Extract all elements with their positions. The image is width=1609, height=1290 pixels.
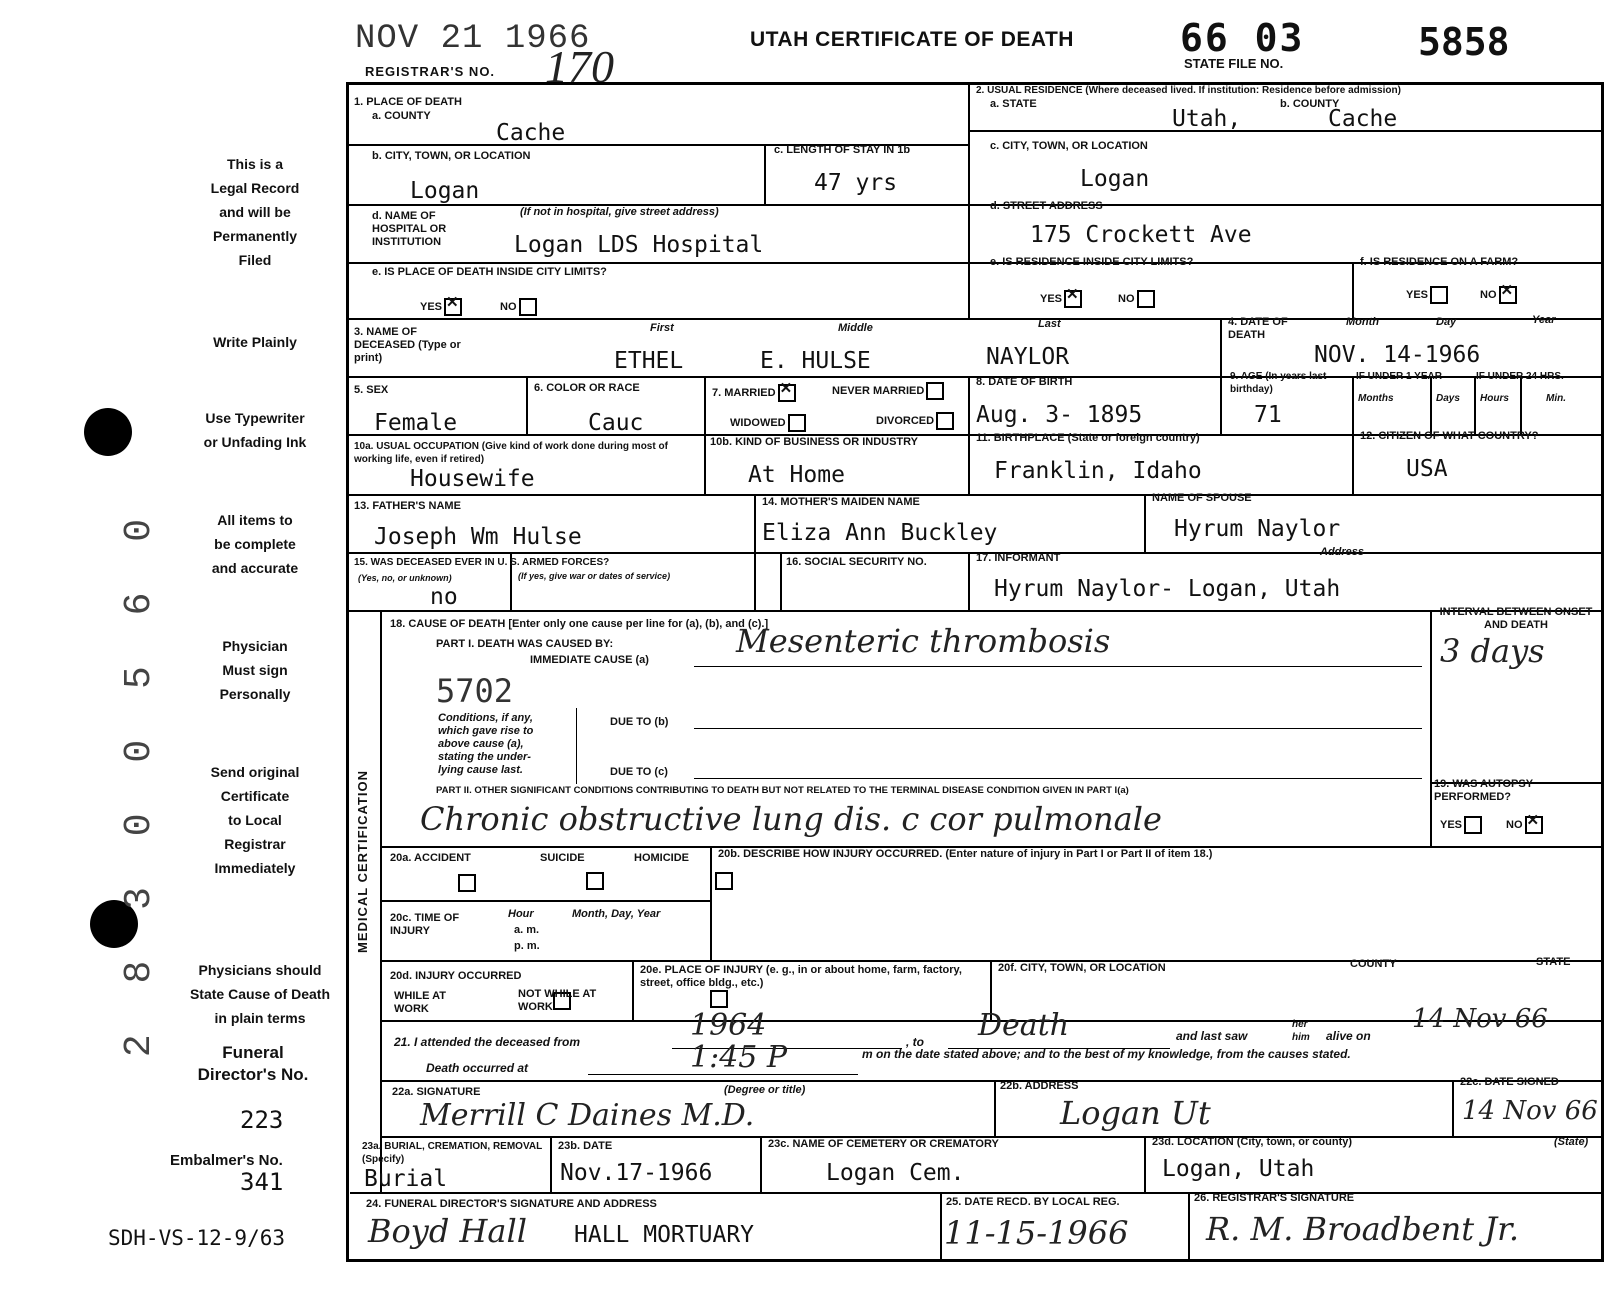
sex-value: Female xyxy=(374,410,458,436)
interval-label: INTERVAL BETWEEN ONSET AND DEATH xyxy=(1439,606,1593,631)
side-stamp-number: 2 8 3 0 0 5 6 0 xyxy=(118,505,161,1058)
medical-certification-label: MEDICAL CERTIFICATION xyxy=(355,770,370,954)
degree-label: (Degree or title) xyxy=(724,1084,806,1096)
middle-name-value: E. HULSE xyxy=(760,348,871,374)
date-recd-value: 11-15-1966 xyxy=(944,1214,1129,1252)
res-county-value: Cache xyxy=(1328,106,1398,132)
burial-date-value: Nov.17-1966 xyxy=(560,1160,713,1186)
burial-label: 23a. BURIAL, CREMATION, REMOVAL (Specify) xyxy=(362,1141,543,1165)
not-while-label: NOT WHILE AT WORK xyxy=(518,988,597,1013)
dob-value: Aug. 3- 1895 xyxy=(976,402,1143,428)
alive-on-value: 14 Nov 66 xyxy=(1412,1004,1548,1034)
hospital-value: Logan LDS Hospital xyxy=(514,232,764,258)
pm-label: p. m. xyxy=(514,940,540,952)
middle-label: Middle xyxy=(838,322,873,334)
date-death-label: 4. DATE OF DEATH xyxy=(1228,316,1288,341)
armed-label: 15. WAS DECEASED EVER IN U. S. ARMED FORCES? xyxy=(354,557,610,568)
informant-address-label: Address xyxy=(1320,546,1365,558)
length-stay-value: 47 yrs xyxy=(814,170,898,196)
first-name-value: ETHEL xyxy=(614,348,684,374)
signature-label: 22a. SIGNATURE xyxy=(392,1086,481,1098)
inside-limits-no[interactable]: NO xyxy=(500,298,537,316)
punch-hole-top xyxy=(84,408,132,456)
business-label: 10b. KIND OF BUSINESS OR INDUSTRY xyxy=(710,436,919,448)
burial-date-label: 23b. DATE xyxy=(558,1140,613,1152)
armed-note-2: (If yes, give war or dates of service) xyxy=(518,571,671,581)
res-inside-yes[interactable]: YES✕ xyxy=(1040,290,1082,308)
mdy-label: Month, Day, Year xyxy=(572,908,661,920)
city-value: Logan xyxy=(410,178,480,204)
never-married-option[interactable]: NEVER MARRIED xyxy=(832,382,944,400)
side-note-send: Send original Certificate to Local Registrar Immediately xyxy=(210,764,300,876)
res-inside-no[interactable]: NO xyxy=(1118,290,1155,308)
funeral-director-no: 223 xyxy=(240,1106,284,1134)
certificate-title: UTAH CERTIFICATE OF DEATH xyxy=(750,28,1074,51)
birthplace-label: 11. BIRTHPLACE (State or foreign country) xyxy=(976,432,1200,444)
funeral-signature: Boyd Hall xyxy=(368,1212,527,1250)
county-value: Cache xyxy=(496,120,566,146)
res-state-label: a. STATE xyxy=(990,98,1037,110)
res-city-value: Logan xyxy=(1080,166,1150,192)
side-note-cause: Physicians should State Cause of Death in plain terms xyxy=(189,962,331,1026)
injury-city-label: 20f. CITY, TOWN, OR LOCATION xyxy=(998,962,1166,974)
ssn-label: 16. SOCIAL SECURITY NO. xyxy=(786,556,927,568)
spouse-value: Hyrum Naylor xyxy=(1174,516,1341,542)
injury-county-label: COUNTY xyxy=(1350,958,1397,970)
autopsy-no[interactable]: NO✕ xyxy=(1506,816,1543,834)
due-to-b-label: DUE TO (b) xyxy=(610,716,669,728)
place-injury-label: 20e. PLACE OF INJURY (e. g., in or about home, farm, factory, street, office bldg., etc.) xyxy=(640,964,962,989)
days-label: Days xyxy=(1436,393,1460,404)
death-occurred-label: Death occurred at xyxy=(426,1061,529,1075)
due-to-c-label: DUE TO (c) xyxy=(610,766,668,778)
father-label: 13. FATHER'S NAME xyxy=(354,500,461,512)
min-label: Min. xyxy=(1546,393,1566,404)
immediate-cause-value: Mesenteric thrombosis xyxy=(736,622,1111,660)
widowed-option[interactable]: WIDOWED xyxy=(730,414,806,432)
location-state-label: (State) xyxy=(1554,1136,1589,1148)
side-note-physician: Physician Must sign Personally xyxy=(219,638,291,702)
accident-checkbox[interactable] xyxy=(458,874,476,892)
part2-value: Chronic obstructive lung dis. c cor pulmonale xyxy=(420,800,1162,838)
under-year-label: IF UNDER 1 YEAR xyxy=(1356,371,1442,382)
registrar-no-label: REGISTRAR'S NO. xyxy=(365,64,496,79)
date-signed-label: 22c. DATE SIGNED xyxy=(1460,1076,1559,1088)
conditions-label: Conditions, if any, which gave rise to above cause (a), stating the under- lying cause last. xyxy=(438,712,534,776)
last-label: Last xyxy=(1038,318,1061,330)
form-code: SDH-VS-12-9/63 xyxy=(108,1226,286,1250)
burial-value: Burial xyxy=(364,1166,448,1192)
armed-note-1: (Yes, no, or unknown) xyxy=(358,573,452,583)
suicide-label: SUICIDE xyxy=(540,852,585,864)
accident-label: 20a. ACCIDENT xyxy=(390,852,471,864)
cemetery-value: Logan Cem. xyxy=(826,1160,965,1186)
race-label: 6. COLOR OR RACE xyxy=(534,382,640,394)
suicide-checkbox[interactable] xyxy=(586,872,604,890)
side-note-typewriter: Use Typewriter or Unfading Ink xyxy=(203,410,307,450)
inside-limits-yes[interactable]: YES✕ xyxy=(420,298,462,316)
spouse-label: NAME OF SPOUSE xyxy=(1152,492,1252,504)
citizen-label: 12. CITIZEN OF WHAT COUNTRY? xyxy=(1360,430,1539,442)
time-injury-label: 20c. TIME OF INJURY xyxy=(390,912,460,937)
hours-label: Hours xyxy=(1480,393,1509,404)
location-value: Logan, Utah xyxy=(1162,1156,1315,1182)
occupation-value: Housewife xyxy=(410,466,535,492)
name-label: 3. NAME OF DECEASED (Type or print) xyxy=(354,326,461,364)
married-option[interactable]: 7. MARRIED✕ xyxy=(712,384,796,402)
cemetery-label: 23c. NAME OF CEMETERY OR CREMATORY xyxy=(768,1138,999,1150)
autopsy-yes[interactable]: YES xyxy=(1440,816,1482,834)
attended-to-value: Death xyxy=(978,1008,1070,1043)
age-value: 71 xyxy=(1254,402,1282,428)
date-signed-value: 14 Nov 66 xyxy=(1462,1096,1598,1126)
injury-occurred-label: 20d. INJURY OCCURRED xyxy=(390,970,522,982)
side-note-write: Write Plainly xyxy=(213,334,297,350)
autopsy-label: 19. WAS AUTOPSY PERFORMED? xyxy=(1434,778,1533,803)
month-label: Month xyxy=(1346,316,1379,328)
interval-value: 3 days xyxy=(1440,632,1545,670)
inside-limits-label: e. IS PLACE OF DEATH INSIDE CITY LIMITS? xyxy=(372,266,607,278)
part1-label: PART I. DEATH WAS CAUSED BY: xyxy=(436,638,614,650)
side-note-complete: All items to be complete and accurate xyxy=(211,512,299,576)
citizen-value: USA xyxy=(1406,456,1448,482)
res-street-value: 175 Crockett Ave xyxy=(1030,222,1252,248)
informant-value: Hyrum Naylor- Logan, Utah xyxy=(994,576,1341,602)
registrar-signature: R. M. Broadbent Jr. xyxy=(1206,1210,1520,1248)
describe-injury-label: 20b. DESCRIBE HOW INJURY OCCURRED. (Enter nature of injury in Part I or Part II of item 18.) xyxy=(718,848,1213,860)
state-file-label: STATE FILE NO. xyxy=(1184,56,1284,71)
mother-label: 14. MOTHER'S MAIDEN NAME xyxy=(762,496,920,508)
hour-label: Hour xyxy=(508,908,534,920)
part2-label: PART II. OTHER SIGNIFICANT CONDITIONS CONTRIBUTING TO DEATH BUT NOT RELATED TO THE TERMINAL DISEASE CONDITION GIVEN IN PART I(a) xyxy=(436,785,1129,796)
state-file-no-2: 5858 xyxy=(1418,20,1510,64)
occupation-label: 10a. USUAL OCCUPATION (Give kind of work done during most of working life, even if retired) xyxy=(354,441,668,465)
embalmer-no: 341 xyxy=(240,1168,284,1196)
received-date-stamp: NOV 21 1966 xyxy=(355,20,591,58)
am-label: a. m. xyxy=(514,924,540,936)
city-label: b. CITY, TOWN, OR LOCATION xyxy=(372,150,531,162)
first-label: First xyxy=(650,322,674,334)
sig-address-label: 22b. ADDRESS xyxy=(1000,1080,1079,1092)
funeral-sig-label: 24. FUNERAL DIRECTOR'S SIGNATURE AND ADDRESS xyxy=(366,1198,657,1210)
mother-value: Eliza Ann Buckley xyxy=(762,520,998,546)
dob-label: 8. DATE OF BIRTH xyxy=(976,376,1073,388)
under-24-label: IF UNDER 24 HRS. xyxy=(1476,371,1564,382)
sex-label: 5. SEX xyxy=(354,384,389,396)
res-inside-label: e. IS RESIDENCE INSIDE CITY LIMITS? xyxy=(990,256,1194,268)
res-county-label: b. COUNTY xyxy=(1280,98,1340,110)
death-time-value: 1:45 P xyxy=(690,1040,788,1075)
statement-label: m on the date stated above; and to the best of my knowledge, from the causes stated. xyxy=(862,1047,1351,1061)
immediate-label: IMMEDIATE CAUSE (a) xyxy=(530,654,649,666)
side-note-legal: This is a Legal Record and will be Permanently Filed xyxy=(210,156,300,268)
injury-state-label: STATE xyxy=(1536,956,1571,968)
location-label: 23d. LOCATION (City, town, or county) xyxy=(1152,1136,1353,1148)
hospital-note: (If not in hospital, give street address) xyxy=(520,206,719,218)
cause-label: 18. CAUSE OF DEATH [Enter only one cause per line for (a), (b), and (c).] xyxy=(390,618,769,630)
funeral-home-value: HALL MORTUARY xyxy=(574,1222,755,1248)
business-value: At Home xyxy=(748,462,845,488)
race-value: Cauc xyxy=(588,410,644,436)
homicide-label: HOMICIDE xyxy=(634,852,689,864)
homicide-checkbox[interactable] xyxy=(715,872,733,890)
year-label: Year xyxy=(1532,314,1556,326)
length-stay-label: c. LENGTH OF STAY IN 1b xyxy=(774,144,911,156)
sig-address-value: Logan Ut xyxy=(1060,1094,1211,1132)
alive-on-label: alive on xyxy=(1326,1029,1371,1043)
county-label: a. COUNTY xyxy=(372,110,431,122)
father-value: Joseph Wm Hulse xyxy=(374,524,582,550)
informant-label: 17. INFORMANT xyxy=(976,552,1061,564)
armed-value: no xyxy=(430,584,458,610)
registrar-sig-label: 26. REGISTRAR'S SIGNATURE xyxy=(1194,1192,1355,1204)
state-file-no: 66 03 xyxy=(1180,16,1305,60)
age-label: 9. AGE (In years last birthday) xyxy=(1230,371,1327,395)
her-him-label: her him xyxy=(1292,1019,1310,1043)
usual-residence-label: 2. USUAL RESIDENCE (Where deceased lived. If institution: Residence before admission) xyxy=(976,85,1401,96)
res-state-value: Utah, xyxy=(1172,106,1242,132)
res-farm-no[interactable]: NO✕ xyxy=(1480,286,1517,304)
attended-from-value: 1964 xyxy=(690,1008,767,1043)
res-city-label: c. CITY, TOWN, OR LOCATION xyxy=(990,140,1148,152)
physician-signature: Merrill C Daines M.D. xyxy=(420,1098,755,1133)
not-while-checkbox[interactable] xyxy=(710,990,728,1008)
divorced-option[interactable]: DIVORCED xyxy=(876,412,954,430)
while-work-label: WHILE AT WORK xyxy=(394,990,446,1015)
cause-code: 5702 xyxy=(436,672,514,710)
to-label: , to xyxy=(906,1035,924,1049)
embalmer-label: Embalmer's No. xyxy=(170,1152,283,1169)
res-farm-label: f. IS RESIDENCE ON A FARM? xyxy=(1360,256,1519,268)
date-recd-label: 25. DATE RECD. BY LOCAL REG. xyxy=(946,1196,1120,1208)
attended-label: 21. I attended the deceased from xyxy=(394,1035,581,1049)
last-name-value: NAYLOR xyxy=(986,344,1070,370)
hospital-label: d. NAME OF HOSPITAL OR INSTITUTION xyxy=(372,210,447,248)
date-death-value: NOV. 14-1966 xyxy=(1314,342,1481,368)
res-street-label: d. STREET ADDRESS xyxy=(990,200,1103,212)
funeral-director-label: Funeral Director's No. xyxy=(197,1043,309,1084)
day-label: Day xyxy=(1436,316,1457,328)
res-farm-yes[interactable]: YES xyxy=(1406,286,1448,304)
last-saw-label: and last saw xyxy=(1176,1029,1248,1043)
registrar-no: 170 xyxy=(545,41,614,92)
place-of-death-label: 1. PLACE OF DEATH xyxy=(354,96,462,108)
months-label: Months xyxy=(1358,393,1394,404)
birthplace-value: Franklin, Idaho xyxy=(994,458,1202,484)
